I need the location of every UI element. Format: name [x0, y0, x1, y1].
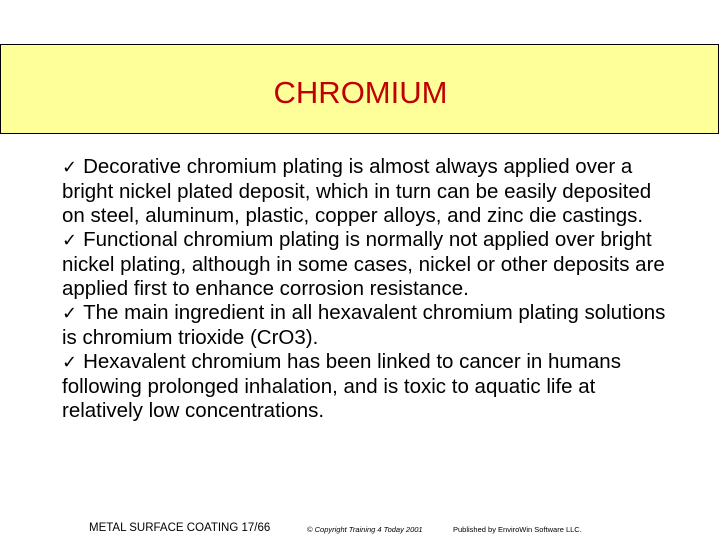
bullet-text: Functional chromium plating is normally not applied over bright nickel plating, although in some cases, nickel or other deposits are applied first to enhance corrosion resistance. [62, 228, 665, 300]
checkmark-icon: ✓ [62, 303, 78, 324]
slide-title: CHROMIUM [273, 75, 448, 110]
checkmark-icon: ✓ [62, 157, 78, 178]
title-band [0, 44, 719, 134]
bullet-item [62, 155, 672, 228]
bullet-item [62, 301, 672, 350]
bullet-text: Decorative chromium plating is almost always applied over a bright nickel plated deposit, which in turn can be easily deposited on steel, aluminum, plastic, copper alloys, and zinc die castings. [62, 155, 652, 227]
bullet-item [62, 350, 672, 423]
bullet-list [62, 155, 672, 423]
bullet-text: The main ingredient in all hexavalent chromium plating solutions is chromium trioxide (CrO3). [62, 301, 666, 349]
bullet-text: Hexavalent chromium has been linked to cancer in humans following prolonged inhalation, and is toxic to aquatic life at relatively low concentrations. [62, 350, 621, 422]
footer-copyright: © Copyright Training 4 Today 2001 [307, 525, 423, 534]
checkmark-icon: ✓ [62, 352, 78, 373]
footer [0, 522, 720, 538]
footer-course-label: METAL SURFACE COATING 17/66 [89, 522, 271, 534]
bullet-item [62, 228, 672, 301]
footer-publisher: Published by EnviroWin Software LLC. [453, 525, 582, 534]
checkmark-icon: ✓ [62, 230, 78, 251]
